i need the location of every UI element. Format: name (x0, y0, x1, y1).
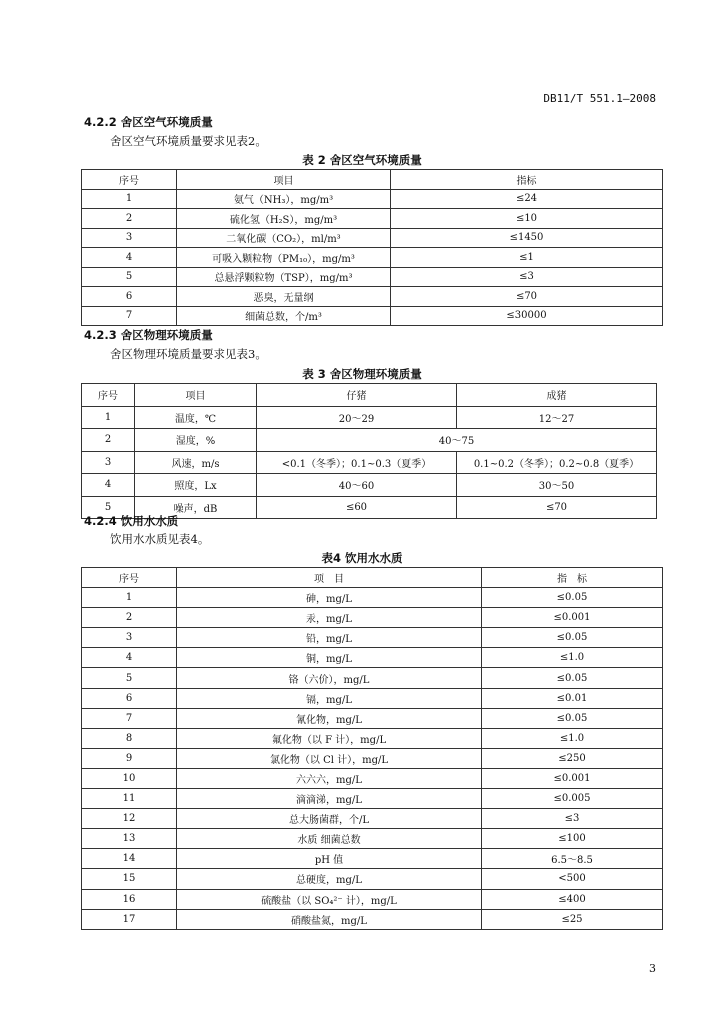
cell-index: 1 (82, 189, 177, 209)
table-row (82, 474, 657, 497)
cell-index: 3 (82, 228, 177, 248)
table-row (82, 451, 657, 474)
cell-index: 4 (82, 248, 177, 268)
cell-item: 总大肠菌群，个/L (177, 809, 482, 829)
section-4-2-2-text: 舍区空气环境质量要求见表2。 (110, 134, 267, 148)
cell-limit: ≤0.005 (482, 789, 663, 809)
cell-adult-pig: 12～27 (457, 406, 657, 429)
cell-limit: ≤250 (482, 748, 663, 768)
cell-limit: ≤0.001 (482, 608, 663, 628)
table3-caption: 表 3 舍区物理环境质量 (302, 367, 422, 381)
cell-item: 氟化物（以 F 计），mg/L (177, 728, 482, 748)
cell-item: 铅，mg/L (177, 628, 482, 648)
cell-item: 湿度，% (135, 429, 257, 452)
table-row (82, 267, 663, 287)
table-row (82, 869, 663, 889)
table-row (82, 248, 663, 268)
cell-limit: 6.5～8.5 (482, 849, 663, 869)
cell-item: 硝酸盐氮，mg/L (177, 909, 482, 929)
section-4-2-2-heading: 4.2.2 舍区空气环境质量 (84, 115, 213, 129)
cell-index: 4 (82, 648, 177, 668)
table4-caption: 表4 饮用水水质 (321, 551, 403, 565)
cell-item: 氨气（NH₃），mg/m³ (177, 189, 391, 209)
cell-limit: ≤1 (391, 248, 663, 268)
col-header-index: 序号 (82, 568, 177, 588)
cell-limit: ≤30000 (391, 306, 663, 326)
cell-adult-pig: ≤70 (457, 496, 657, 519)
table-row (82, 228, 663, 248)
cell-index: 9 (82, 748, 177, 768)
table-header-row (82, 384, 657, 407)
cell-limit: ≤24 (391, 189, 663, 209)
col-header-item: 项 目 (177, 568, 482, 588)
cell-index: 2 (82, 209, 177, 229)
table-row (82, 889, 663, 909)
cell-index: 12 (82, 809, 177, 829)
cell-item: 氰化物，mg/L (177, 708, 482, 728)
cell-item: 铬（六价），mg/L (177, 668, 482, 688)
col-header-limit: 指 标 (482, 568, 663, 588)
table-row (82, 829, 663, 849)
table-row (82, 809, 663, 829)
cell-index: 10 (82, 768, 177, 788)
cell-index: 5 (82, 496, 135, 519)
col-header-piglet: 仔猪 (257, 384, 457, 407)
cell-index: 2 (82, 429, 135, 452)
table-row (82, 748, 663, 768)
cell-index: 6 (82, 688, 177, 708)
cell-limit: ≤0.05 (482, 708, 663, 728)
cell-item: 镉，mg/L (177, 688, 482, 708)
cell-item: 总硬度，mg/L (177, 869, 482, 889)
cell-limit: ≤0.001 (482, 768, 663, 788)
table-air-quality (81, 169, 663, 326)
col-header-index: 序号 (82, 384, 135, 407)
cell-piglet: ≤60 (257, 496, 457, 519)
table-row (82, 688, 663, 708)
cell-index: 2 (82, 608, 177, 628)
table-row (82, 287, 663, 307)
cell-limit: ≤1.0 (482, 648, 663, 668)
cell-index: 17 (82, 909, 177, 929)
table-row (82, 209, 663, 229)
table-drinking-water (81, 567, 663, 930)
cell-item: pH 值 (177, 849, 482, 869)
cell-item: 六六六，mg/L (177, 768, 482, 788)
cell-item: 风速，m/s (135, 451, 257, 474)
cell-item: 硫酸盐（以 SO₄²⁻ 计），mg/L (177, 889, 482, 909)
cell-adult-pig: 30～50 (457, 474, 657, 497)
cell-item: 铜，mg/L (177, 648, 482, 668)
table-row (82, 668, 663, 688)
cell-index: 4 (82, 474, 135, 497)
table-physical-environment (81, 383, 657, 519)
document-code: DB11/T 551.1—2008 (543, 92, 656, 105)
cell-index: 1 (82, 406, 135, 429)
cell-index: 13 (82, 829, 177, 849)
cell-limit: ≤1450 (391, 228, 663, 248)
cell-limit: ≤0.05 (482, 668, 663, 688)
table-header-row (82, 170, 663, 190)
cell-item: 可吸入颗粒物（PM₁₀），mg/m³ (177, 248, 391, 268)
cell-piglet: 20～29 (257, 406, 457, 429)
table-row (82, 406, 657, 429)
cell-item: 二氧化碳（CO₂），ml/m³ (177, 228, 391, 248)
table-row (82, 189, 663, 209)
col-header-limit: 指标 (391, 170, 663, 190)
col-header-index: 序号 (82, 170, 177, 190)
cell-item: 汞，mg/L (177, 608, 482, 628)
cell-index: 3 (82, 628, 177, 648)
cell-item: 硫化氢（H₂S），mg/m³ (177, 209, 391, 229)
cell-index: 8 (82, 728, 177, 748)
col-header-item: 项目 (177, 170, 391, 190)
cell-item: 水质 细菌总数 (177, 829, 482, 849)
section-4-2-3-heading: 4.2.3 舍区物理环境质量 (84, 328, 213, 342)
cell-limit: ≤100 (482, 829, 663, 849)
cell-limit: <500 (482, 869, 663, 889)
cell-index: 16 (82, 889, 177, 909)
section-4-2-4-heading: 4.2.4 饮用水水质 (84, 514, 179, 528)
page-number: 3 (649, 962, 656, 975)
cell-adult-pig: 0.1~0.2（冬季）；0.2~0.8（夏季） (457, 451, 657, 474)
section-4-2-3-text: 舍区物理环境质量要求见表3。 (110, 347, 267, 361)
cell-limit: ≤400 (482, 889, 663, 909)
cell-index: 1 (82, 588, 177, 608)
cell-item: 恶臭，无量纲 (177, 287, 391, 307)
table-row (82, 768, 663, 788)
cell-limit: ≤3 (482, 809, 663, 829)
cell-index: 6 (82, 287, 177, 307)
cell-limit: ≤0.01 (482, 688, 663, 708)
cell-item: 滴滴涕，mg/L (177, 789, 482, 809)
cell-piglet: 40～60 (257, 474, 457, 497)
table-row (82, 909, 663, 929)
col-header-adult-pig: 成猪 (457, 384, 657, 407)
cell-limit: ≤1.0 (482, 728, 663, 748)
table-row (82, 306, 663, 326)
table-row (82, 429, 657, 452)
cell-index: 5 (82, 668, 177, 688)
table-row (82, 588, 663, 608)
cell-index: 15 (82, 869, 177, 889)
cell-item: 砷，mg/L (177, 588, 482, 608)
col-header-item: 项目 (135, 384, 257, 407)
cell-item: 温度，℃ (135, 406, 257, 429)
cell-index: 11 (82, 789, 177, 809)
cell-limit: ≤3 (391, 267, 663, 287)
cell-item: 照度，Lx (135, 474, 257, 497)
cell-index: 14 (82, 849, 177, 869)
table-row (82, 708, 663, 728)
cell-limit: ≤70 (391, 287, 663, 307)
cell-item: 总悬浮颗粒物（TSP），mg/m³ (177, 267, 391, 287)
cell-limit: ≤10 (391, 209, 663, 229)
cell-item: 噪声，dB (135, 496, 257, 519)
table-row (82, 628, 663, 648)
cell-index: 3 (82, 451, 135, 474)
table-row (82, 648, 663, 668)
cell-item: 细菌总数，个/m³ (177, 306, 391, 326)
table-row (82, 608, 663, 628)
cell-piglet: 40～75 (257, 429, 657, 452)
cell-index: 7 (82, 708, 177, 728)
table-row (82, 849, 663, 869)
cell-index: 7 (82, 306, 177, 326)
cell-limit: ≤25 (482, 909, 663, 929)
cell-limit: ≤0.05 (482, 588, 663, 608)
table-header-row (82, 568, 663, 588)
cell-piglet: <0.1（冬季）；0.1~0.3（夏季） (257, 451, 457, 474)
section-4-2-4-text: 饮用水水质见表4。 (110, 532, 210, 546)
table2-caption: 表 2 舍区空气环境质量 (302, 153, 422, 167)
cell-item: 氯化物（以 Cl 计），mg/L (177, 748, 482, 768)
cell-index: 5 (82, 267, 177, 287)
table-row (82, 728, 663, 748)
table-row (82, 789, 663, 809)
cell-limit: ≤0.05 (482, 628, 663, 648)
